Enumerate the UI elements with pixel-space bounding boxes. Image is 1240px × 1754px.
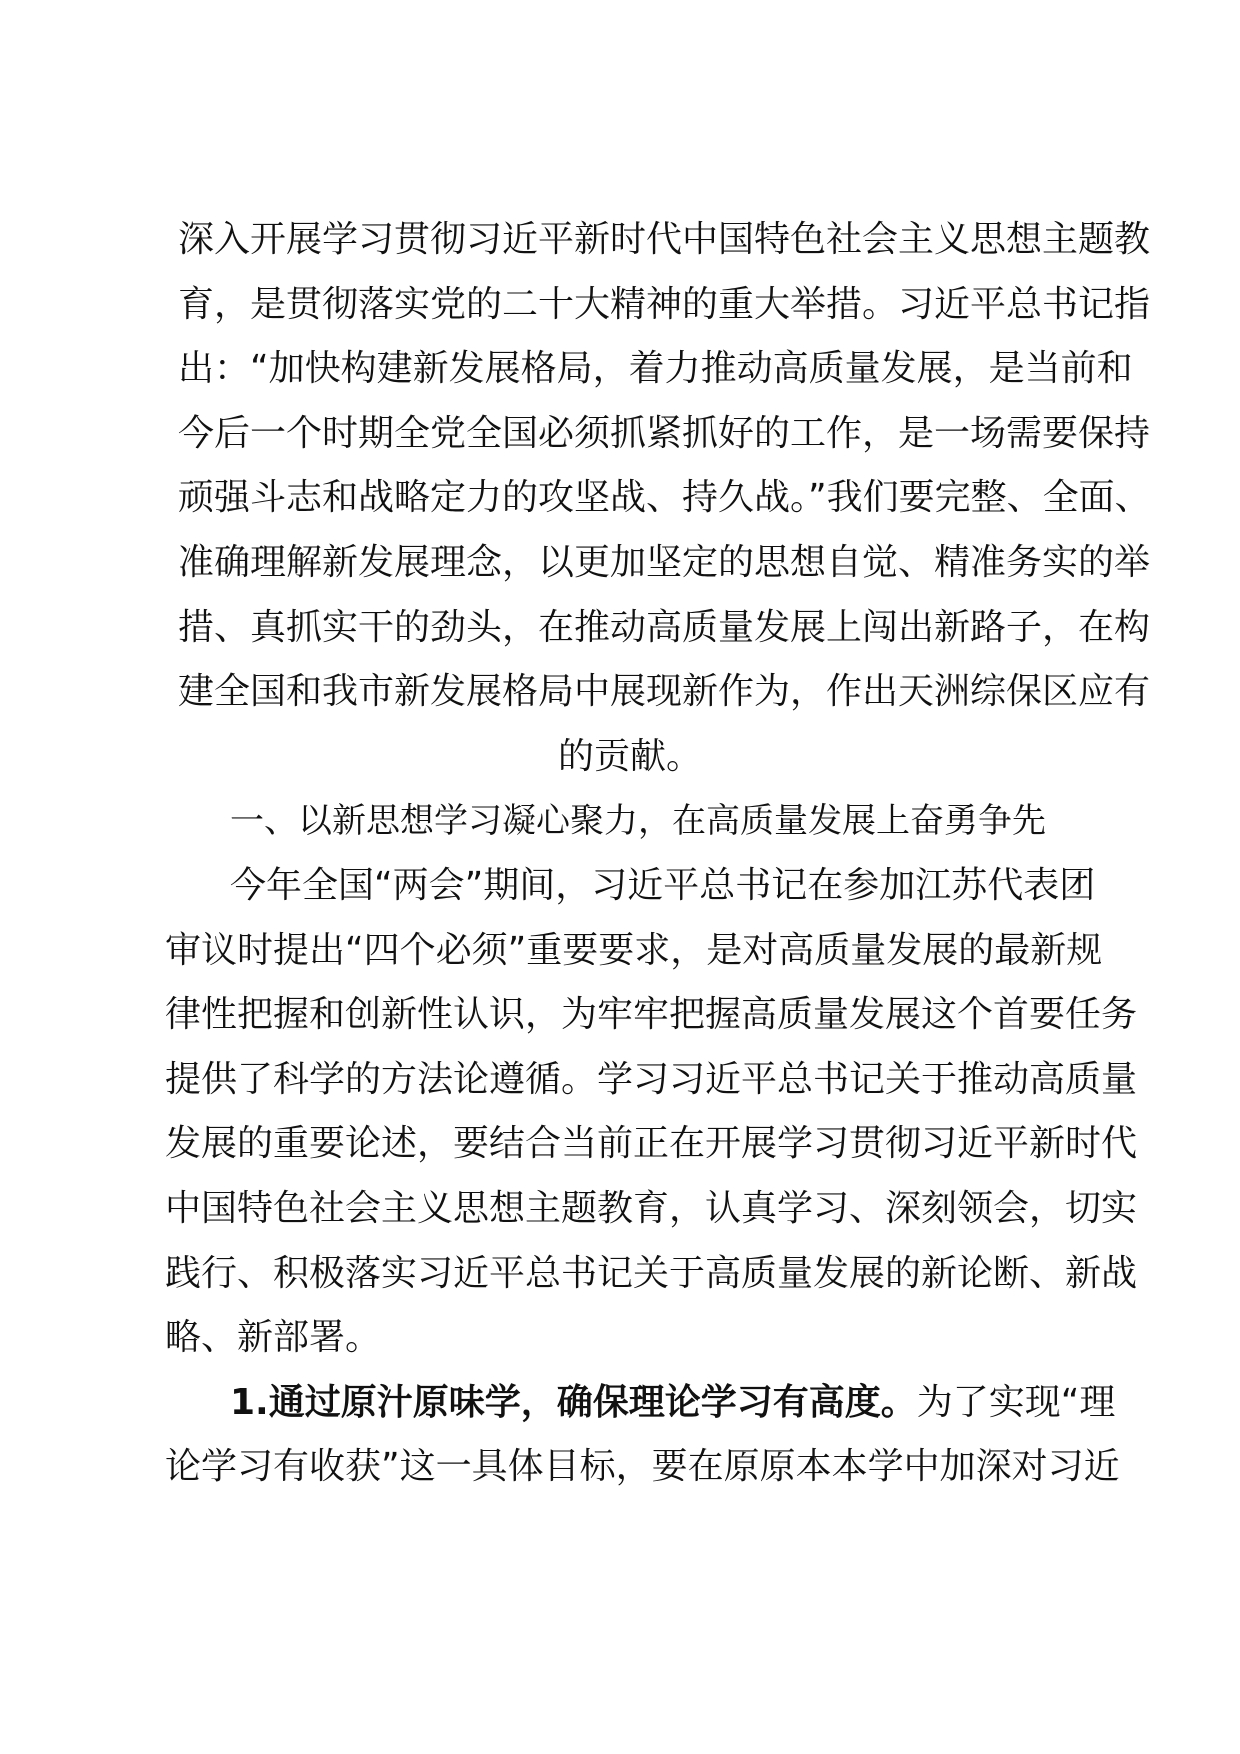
paragraph-line: 今年全国“两会”期间，习近平总书记在参加江苏代表团 — [230, 864, 1096, 906]
paragraph-line: 发展的重要论述，要结合当前正在开展学习贯彻习近平新时代 — [165, 1123, 1138, 1165]
paragraph-line: 论学习有收获”这一具体目标，要在原原本本学中加深对习近 — [165, 1446, 1120, 1488]
intro-line: 育，是贯彻落实党的二十大精神的重大举措。习近平总书记指 — [178, 283, 1151, 325]
intro-line: 出：“加快构建新发展格局，着力推动高质量发展，是当前和 — [178, 348, 1133, 390]
paragraph-line: 略、新部署。 — [165, 1317, 382, 1359]
point-one-title: 1.通过原汁原味学，确保理论学习有高度。 — [230, 1381, 917, 1423]
intro-line: 建全国和我市新发展格局中展现新作为，作出天洲综保区应有 — [178, 671, 1151, 713]
section-heading: 一、以新思想学习凝心聚力，在高质量发展上奋勇争先 — [230, 801, 1046, 842]
paragraph-line: 践行、积极落实习近平总书记关于高质量发展的新论断、新战 — [165, 1252, 1138, 1294]
intro-line: 今后一个时期全党全国必须抓紧抓好的工作，是一场需要保持 — [178, 412, 1151, 454]
intro-line: 准确理解新发展理念，以更加坚定的思想自觉、精准务实的举 — [178, 541, 1151, 583]
paragraph-line: 中国特色社会主义思想主题教育，认真学习、深刻领会，切实 — [165, 1187, 1138, 1229]
document-body — [165, 208, 1151, 1500]
paragraph-line: 律性把握和创新性认识，为牢牢把握高质量发展这个首要任务 — [165, 994, 1138, 1036]
point-one-text: 为了实现“理 — [916, 1381, 1116, 1423]
intro-line: 顽强斗志和战略定力的攻坚战、持久战。”我们要完整、全面、 — [178, 477, 1151, 519]
intro-last-line: 的贡献。 — [557, 735, 702, 777]
paragraph-one — [165, 854, 1138, 1371]
intro-paragraph — [165, 208, 1151, 789]
paragraph-line: 提供了科学的方法论遵循。学习习近平总书记关于推动高质量 — [165, 1058, 1138, 1100]
point-one-paragraph — [165, 1371, 1120, 1500]
intro-line: 措、真抓实干的劲头，在推动高质量发展上闯出新路子，在构 — [178, 606, 1151, 648]
point-one-first-line — [165, 1371, 1116, 1436]
paragraph-line: 审议时提出“四个必须”重要要求，是对高质量发展的最新规 — [165, 929, 1103, 971]
intro-line: 深入开展学习贯彻习近平新时代中国特色社会主义思想主题教 — [178, 219, 1151, 260]
